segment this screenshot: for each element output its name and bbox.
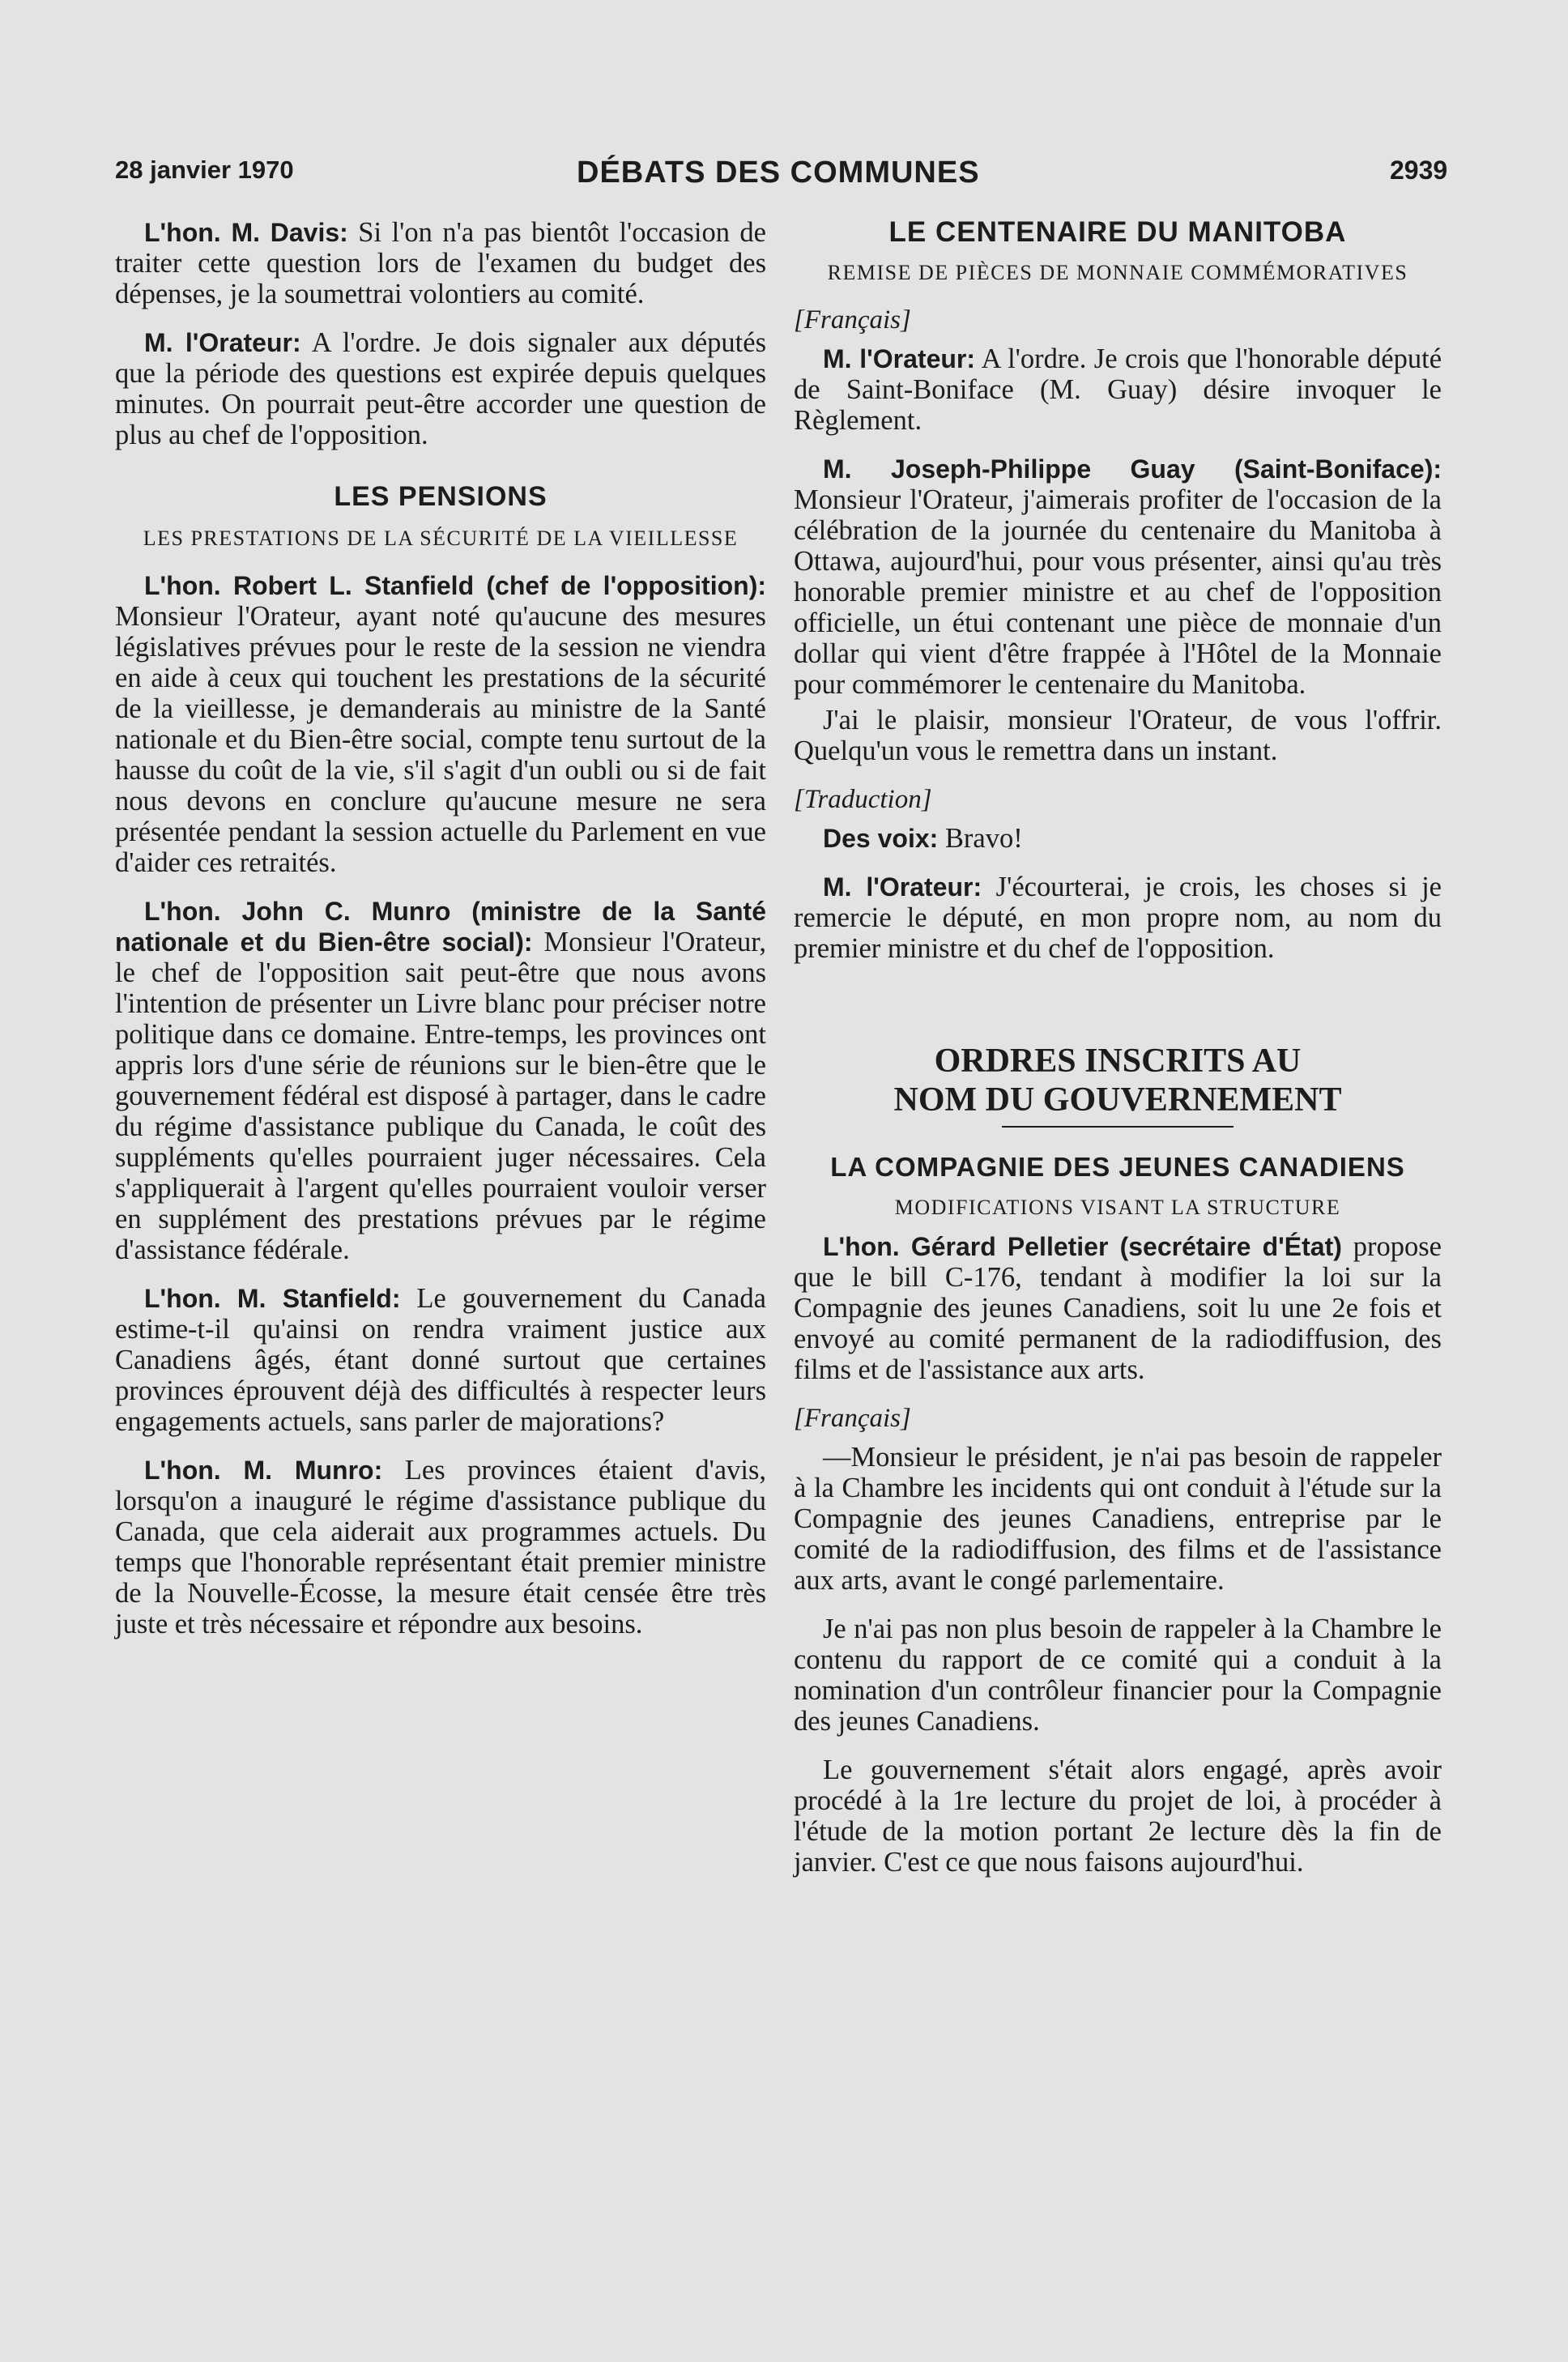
paragraph: J'ai le plaisir, monsieur l'Orateur, de vous l'offrir. Quelqu'un vous le remettra dans un instant. [794, 705, 1442, 766]
paragraph [115, 1455, 766, 1639]
speaker: L'hon. Robert L. Stanfield (chef de l'opposition): [144, 571, 766, 600]
speech: A l'ordre. Je dois signaler aux députés que la période des questions est expirée depuis quelques minutes. On pourrait peut-être accorder une question de plus au chef de l'opposition. [115, 327, 767, 450]
speech: J'écourterai, je crois, les choses si je remercie le député, en mon propre nom, au nom du premier ministre et du chef de l'opposition. [794, 872, 1442, 964]
section-subheading: REMISE DE PIÈCES DE MONNAIE COMMÉMORATIVES [827, 261, 1408, 284]
paragraph [794, 872, 1442, 964]
major-heading: ORDRES INSCRITS AU NOM DU GOUVERNEMENT [893, 1042, 1342, 1119]
speaker: Des voix: [823, 824, 939, 853]
speech: Bravo! [938, 823, 1023, 854]
speaker: L'hon. M. Munro: [144, 1456, 383, 1485]
left-column [115, 217, 766, 1639]
speech: A l'ordre. Je crois que l'honorable député de Saint-Boniface (M. Guay) désire invoquer le Règlement. [794, 343, 1442, 436]
speech: Le gouvernement du Canada estime-t-il qu'ainsi on rendra vraiment justice aux Canadiens âgés, étant donné surtout que certaines provinces éprouvent déjà des difficultés à respecter leurs engagements actuels, sans parler de majorations? [115, 1283, 766, 1437]
speaker: M. l'Orateur: [823, 344, 976, 373]
paragraph [115, 217, 766, 309]
paragraph: —Monsieur le président, je n'ai pas besoin de rappeler à la Chambre les incidents qui ont conduit à l'étude sur la Compagnie des jeunes Canadiens, entreprise par le comité de la radiodiffusion, des films et de l'assistance aux arts, avant le congé parlementaire. [794, 1442, 1442, 1596]
speech: Si l'on n'a pas bientôt l'occasion de traiter cette question lors de l'examen du budget des dépenses, je la soumettrai volontiers au comité. [115, 217, 766, 309]
speech: propose que le bill C-176, tendant à modifier la loi sur la Compagnie des jeunes Canadiens, soit lu une 2e fois et envoyé au comité permanent de la radiodiffusion, des films et de l'assistance aux arts. [794, 1231, 1442, 1385]
speech: Monsieur l'Orateur, le chef de l'opposition sait peut-être que nous avons l'intention de présenter un Livre blanc pour préciser notre politique dans ce domaine. Entre-temps, les provinces ont appris lors d'une série de réunions sur le bien-être que le gouvernement fédéral est disposé à partager, dans le cadre du régime d'assistance publique du Canada, le coût des suppléments qu'elles pourraient juger nécessaires. Cela s'appliquerait à l'argent qu'elles pourraient vouloir verser en supplément des prestations prévues par le régime d'assistance fédérale. [115, 927, 767, 1265]
speaker: L'hon. M. Davis: [144, 218, 348, 247]
paragraph [794, 343, 1442, 436]
language-marker: [Traduction] [794, 785, 932, 814]
paragraph [115, 896, 766, 1265]
speech: Monsieur l'Orateur, ayant noté qu'aucune des mesures législatives prévues pour le reste de la session ne viendra en aide à ceux qui touchent les prestations de la sécurité de la vieillesse, je demanderais au ministre de la Santé nationale et du Bien-être social, compte tenu surtout de la hausse du coût de la vie, s'il s'agit d'un oubli ou si de fait nous devons en conclure qu'aucune mesure ne sera présentée pendant la session actuelle du Parlement en vue d'aider ces retraités. [115, 601, 766, 878]
section-heading: LA COMPAGNIE DES JEUNES CANADIENS [830, 1152, 1405, 1182]
paragraph [794, 1231, 1442, 1385]
right-column [794, 217, 1442, 1878]
paragraph [115, 570, 766, 878]
paragraph: Le gouvernement s'était alors engagé, après avoir procédé à la 1re lecture du projet de loi, à procéder à l'étude de la motion portant 2e lecture dès la fin de janvier. C'est ce que nous faisons aujourd'hui. [794, 1754, 1442, 1878]
speaker: M. l'Orateur: [144, 328, 301, 357]
speaker: L'hon. Gérard Pelletier (secrétaire d'État) [823, 1232, 1342, 1261]
section-subheading: MODIFICATIONS VISANT LA STRUCTURE [894, 1196, 1341, 1219]
paragraph [115, 327, 766, 450]
header-title: DÉBATS DES COMMUNES [577, 156, 980, 190]
speaker: L'hon. John C. Munro (ministre de la Santé nationale et du Bien-être social): [115, 897, 766, 957]
paragraph [794, 454, 1442, 700]
speaker: L'hon. M. Stanfield: [144, 1284, 401, 1313]
speaker: M. l'Orateur: [823, 872, 982, 902]
speaker: M. Joseph-Philippe Guay (Saint-Boniface): [823, 454, 1442, 484]
header-page-number: 2939 [1390, 156, 1448, 185]
section-subheading: LES PRESTATIONS DE LA SÉCURITÉ DE LA VIEILLESSE [143, 527, 739, 550]
heading-rule [1002, 1126, 1234, 1128]
paragraph [115, 1283, 766, 1437]
header-date: 28 janvier 1970 [115, 156, 294, 184]
speech: Les provinces étaient d'avis, lorsqu'on a inauguré le régime d'assistance publique du Canada, que cela aiderait aux programmes actuels. Du temps que l'honorable représentant était premier ministre de la Nouvelle-Écosse, la mesure était censée être très juste et très nécessaire et répondre aux besoins. [115, 1455, 766, 1639]
section-heading: LES PENSIONS [334, 481, 548, 512]
section-heading: LE CENTENAIRE DU MANITOBA [888, 216, 1347, 248]
language-marker: [Français] [794, 305, 911, 335]
language-marker: [Français] [794, 1404, 911, 1433]
paragraph [794, 823, 1442, 854]
speech: Monsieur l'Orateur, j'aimerais profiter de l'occasion de la célébration de la journée du centenaire du Manitoba à Ottawa, aujourd'hui, pour vous présenter, ainsi qu'au très honorable premier ministre et au chef de l'opposition officielle, un étui contenant une pièce de monnaie d'un dollar qui vient d'être frappée à l'Hôtel de la Monnaie pour commémorer le centenaire du Manitoba. [794, 484, 1442, 700]
paragraph: Je n'ai pas non plus besoin de rappeler à la Chambre le contenu du rapport de ce comité qui a conduit à la nomination d'un contrôleur financier pour la Compagnie des jeunes Canadiens. [794, 1614, 1442, 1737]
